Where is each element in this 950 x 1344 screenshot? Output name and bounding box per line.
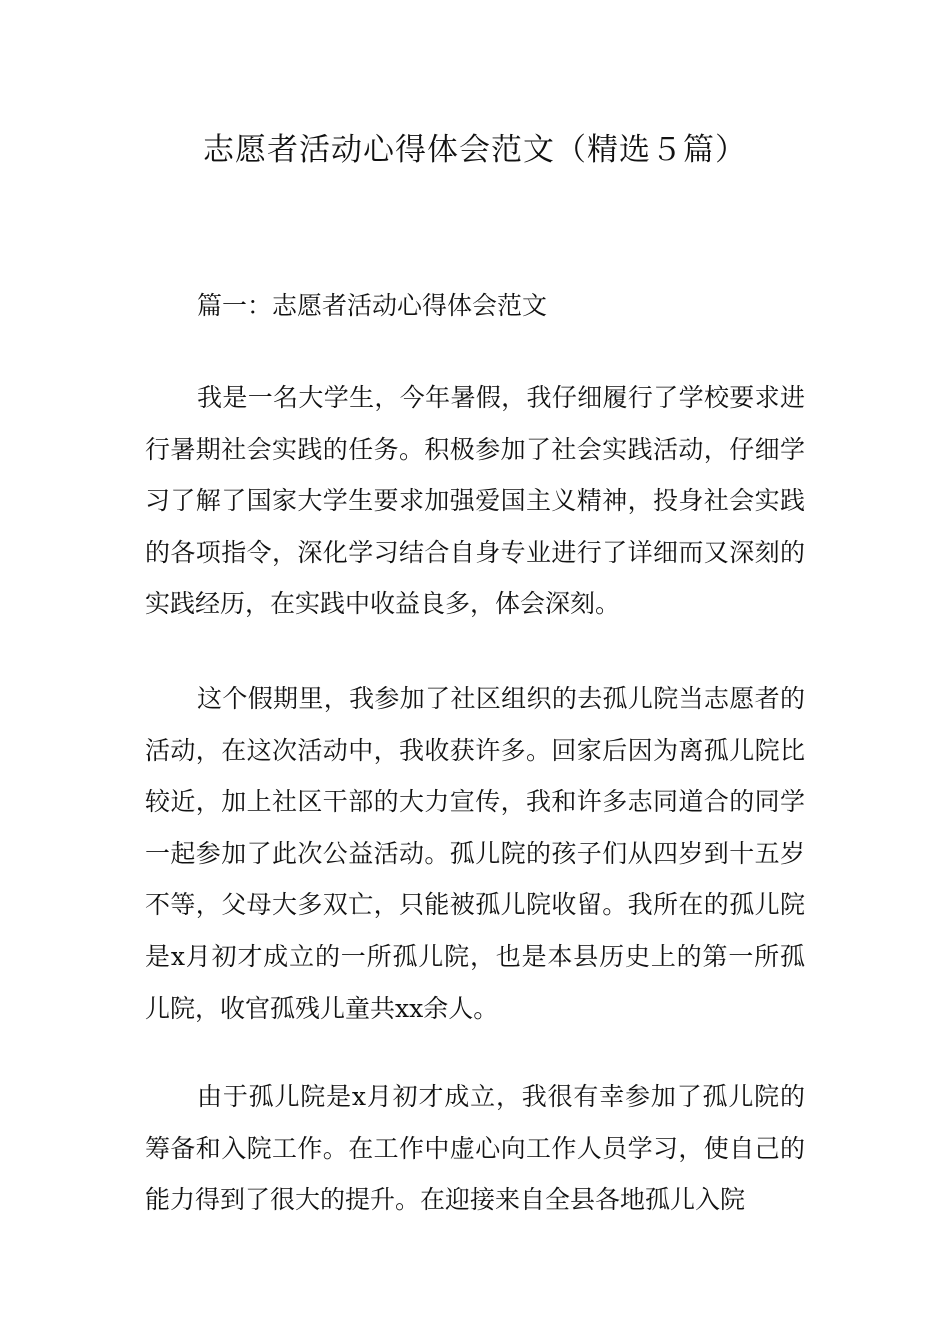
document-title: 志愿者活动心得体会范文（精选５篇） [203,132,747,168]
paragraph-2: 这个假期里，我参加了社区组织的去孤儿院当志愿者的活动，在这次活动中，我收获许多。回家后因为离孤儿院比较近，加上社区干部的大力宣传，我和许多志同道合的同学一起参加了此次公益活动。孤儿院的孩子们从四岁到十五岁不等，父母大多双亡，只能被孤儿院收留。我所在的孤儿院是x月初才成立的一所孤儿院，也是本县历史上的第一所孤儿院，收官孤残儿童共xx余人。 [145,684,805,1023]
section-heading: 篇一：志愿者活动心得体会范文 [197,291,548,320]
paragraph-3: 由于孤儿院是x月初才成立，我很有幸参加了孤儿院的筹备和入院工作。在工作中虚心向工作人员学习，使自己的能力得到了很大的提升。在迎接来自全县各地孤儿入院 [145,1082,805,1215]
paragraph-1: 我是一名大学生，今年暑假，我仔细履行了学校要求进行暑期社会实践的任务。积极参加了社会实践活动，仔细学习了解了国家大学生要求加强爱国主义精神，投身社会实践的各项指令，深化学习结合自身专业进行了详细而又深刻的实践经历，在实践中收益良多，体会深刻。 [145,383,805,619]
